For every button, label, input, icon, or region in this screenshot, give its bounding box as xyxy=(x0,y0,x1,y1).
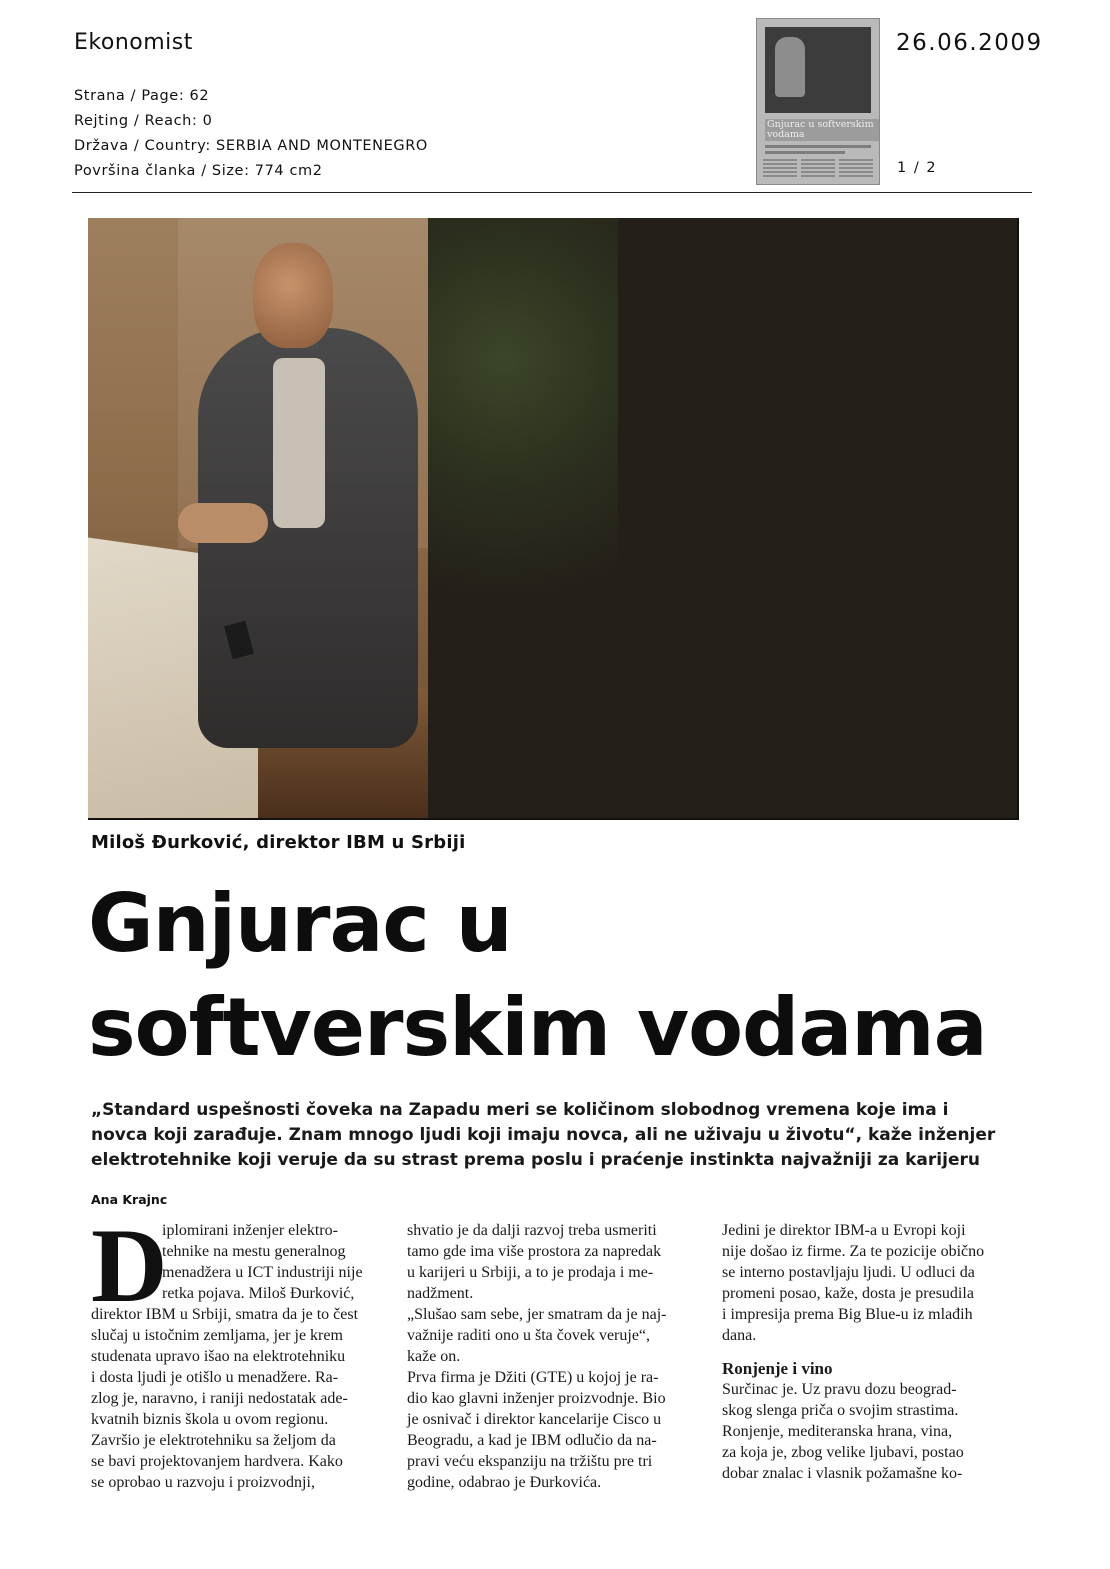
clipping-date: 26.06.2009 xyxy=(896,30,1043,56)
publication-name: Ekonomist xyxy=(74,30,193,55)
headline xyxy=(88,872,1048,1080)
body-line: nadžment. xyxy=(407,1285,474,1302)
headline-line: Gnjurac u xyxy=(88,877,512,970)
lead-line: „Standard uspešnosti čoveka na Zapadu meri se količinom slobodnog vremena koje ima i xyxy=(91,1100,949,1120)
body-line: studenata upravo išao na elektrotehniku xyxy=(91,1348,346,1365)
thumbnail-text-line xyxy=(765,145,871,148)
body-line: godine, odabrao je Đurkovića. xyxy=(407,1474,602,1491)
article-photo xyxy=(88,218,1019,820)
body-line: „Slušao sam sebe, jer smatram da je naj- xyxy=(407,1306,667,1323)
body-line: Surčinac je. Uz pravu dozu beograd- xyxy=(722,1381,957,1398)
thumbnail-title: Gnjurac u softverskim vodama xyxy=(765,119,879,141)
lead-line: novca koji zarađuje. Znam mnogo ljudi koji imaju novca, ali ne uživaju u životu“, kaže inženjer xyxy=(91,1125,996,1145)
photo-plant xyxy=(428,218,618,688)
body-line: i dosta ljudi je otišlo u menadžere. Ra- xyxy=(91,1369,339,1386)
body-line: dana. xyxy=(722,1327,757,1344)
body-line: dio kao glavni inženjer proizvodnje. Bio xyxy=(407,1390,666,1407)
photo-person-head xyxy=(253,243,333,348)
body-line: Prva firma je Džiti (GTE) u kojoj je ra- xyxy=(407,1369,659,1386)
meta-country: Država / Country: SERBIA AND MONTENEGRO xyxy=(74,138,428,154)
body-line: direktor IBM u Srbiji, smatra da je to čest xyxy=(91,1306,359,1323)
thumbnail-text-line xyxy=(765,151,845,154)
thumbnail-column xyxy=(801,159,835,179)
body-line: tamo gde ima više prostora za napredak xyxy=(407,1243,662,1260)
page-thumbnail[interactable] xyxy=(756,18,880,185)
photo-person-hands xyxy=(178,503,268,543)
body-line: kaže on. xyxy=(407,1348,461,1365)
header-divider xyxy=(72,192,1032,193)
lead-paragraph xyxy=(91,1098,1026,1173)
body-line: za koja je, zbog velike ljubavi, postao xyxy=(722,1444,964,1461)
body-line: retka pojava. Miloš Đurković, xyxy=(162,1285,355,1302)
lead-line: elektrotehnike koji veruje da su strast prema poslu i praćenje instinkta najvažniji za karijeru xyxy=(91,1150,980,1170)
page-counter: 1 / 2 xyxy=(897,160,938,176)
headline-line: softverskim vodama xyxy=(88,981,987,1074)
body-line: važnije raditi ono u šta čovek veruje“, xyxy=(407,1327,651,1344)
body-line: i impresija prema Big Blue-u iz mlađih xyxy=(722,1306,973,1323)
body-line: se interno postavljaju ljudi. U odluci da xyxy=(722,1264,975,1281)
body-line: nije došao iz firme. Za te pozicije obično xyxy=(722,1243,985,1260)
body-line: dobar znalac i vlasnik požamašne ko- xyxy=(722,1465,963,1482)
body-line: menadžera u ICT industriji nije xyxy=(162,1264,363,1281)
meta-reach: Rejting / Reach: 0 xyxy=(74,113,213,129)
body-column-3 xyxy=(722,1220,1022,1484)
body-line: zlog je, naravno, i raniji nedostatak ade- xyxy=(91,1390,348,1407)
body-line: Jedini je direktor IBM-a u Evropi koji xyxy=(722,1222,966,1239)
body-line: pravi veću ekspanziju na tržištu pre tri xyxy=(407,1453,653,1470)
meta-size: Površina članka / Size: 774 cm2 xyxy=(74,163,323,179)
thumbnail-column xyxy=(763,159,797,179)
body-line: je osnivač i direktor kancelarije Cisco u xyxy=(407,1411,662,1428)
thumbnail-figure xyxy=(775,37,805,97)
body-line: Ronjenje, mediteranska hrana, vina, xyxy=(722,1423,953,1440)
photo-person-shirt xyxy=(273,358,325,528)
body-line: shvatio je da dalji razvoj treba usmeriti xyxy=(407,1222,657,1239)
drop-cap: D xyxy=(91,1207,168,1324)
body-line: slučaj u istočnim zemljama, jer je krem xyxy=(91,1327,343,1344)
body-line: se oprobao u razvoju i proizvodnji, xyxy=(91,1474,315,1491)
body-line: kvatnih biznis škola u ovom regionu. xyxy=(91,1411,329,1428)
body-line: iplomirani inženjer elektro- xyxy=(162,1222,338,1239)
body-column-2 xyxy=(407,1220,707,1493)
body-line: Beogradu, a kad je IBM odlučio da na- xyxy=(407,1432,657,1449)
body-line: se bavi projektovanjem hardvera. Kako xyxy=(91,1453,343,1470)
clipping-metadata xyxy=(74,84,428,184)
body-line: skog slenga priča o svojim strastima. xyxy=(722,1402,959,1419)
section-subhead: Ronjenje i vino xyxy=(722,1359,833,1378)
body-line: u karijeri u Srbiji, a to je prodaja i me- xyxy=(407,1264,654,1281)
body-line: promeni posao, kaže, dosta je presudila xyxy=(722,1285,974,1302)
body-column-1 xyxy=(91,1207,391,1493)
thumbnail-column xyxy=(839,159,873,179)
byline: Ana Krajnc xyxy=(91,1192,168,1207)
body-line: tehnike na mestu generalnog xyxy=(162,1243,346,1260)
body-line: Završio je elektrotehniku sa željom da xyxy=(91,1432,336,1449)
photo-caption: Miloš Đurković, direktor IBM u Srbiji xyxy=(91,832,466,853)
meta-page: Strana / Page: 62 xyxy=(74,88,210,104)
